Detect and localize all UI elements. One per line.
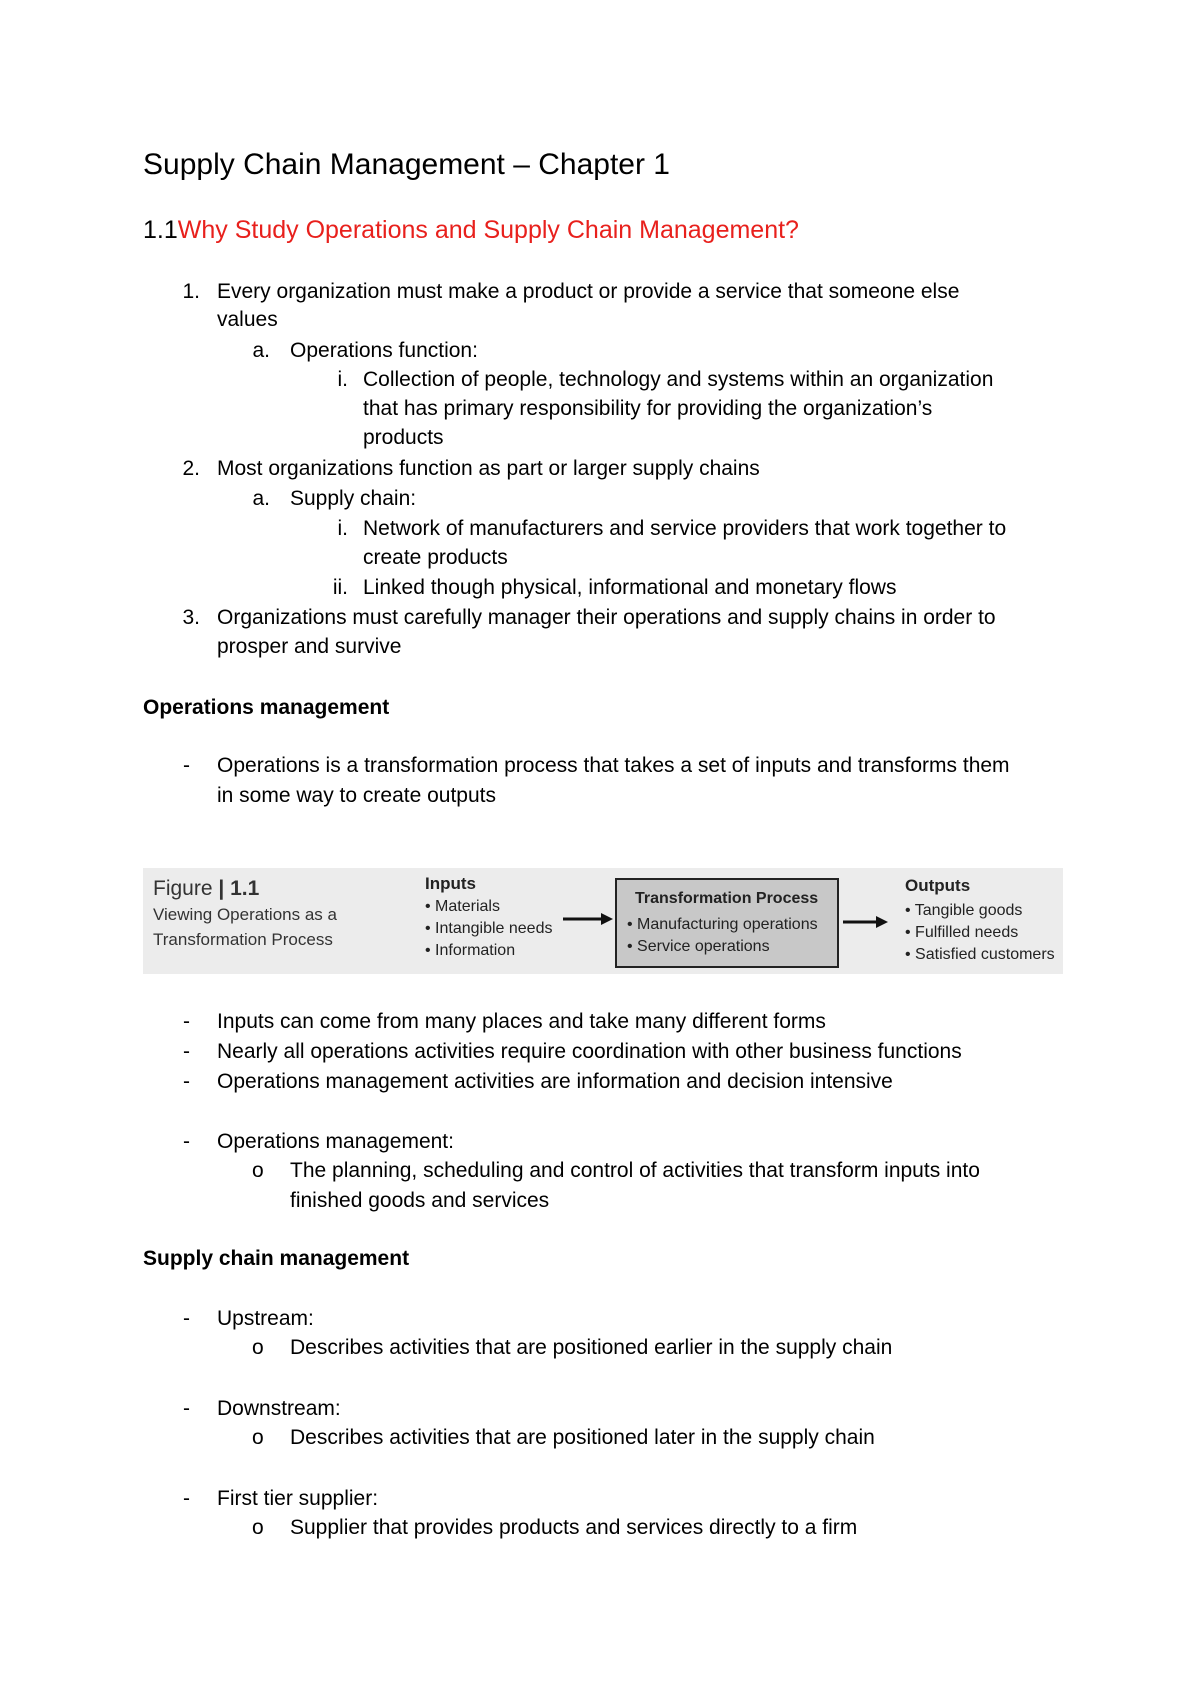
list-item-text: create products — [363, 546, 508, 569]
scm-definition: Describes activities that are positioned later in the supply chain — [290, 1426, 875, 1449]
o-bullet: o — [252, 1516, 264, 1539]
list-item-text: Every organization must make a product or provide a service that someone else — [217, 280, 960, 303]
list-marker: a. — [252, 339, 270, 362]
output-item: • Satisfied customers — [905, 946, 1055, 963]
dash-bullet: - — [183, 1130, 190, 1153]
ops-bullet-text: Inputs can come from many places and take many different forms — [217, 1010, 826, 1033]
scm-term: First tier supplier: — [217, 1487, 379, 1510]
list-marker: 2. — [182, 457, 200, 480]
dash-bullet: - — [183, 1397, 190, 1420]
list-item-text: Collection of people, technology and systems within an organization — [363, 368, 994, 391]
operations-management-heading: Operations management — [143, 696, 390, 719]
list-item-text: prosper and survive — [217, 635, 402, 658]
ops-intro-text: in some way to create outputs — [217, 784, 496, 807]
list-marker: i. — [337, 517, 348, 540]
list-item-text: Operations function: — [290, 339, 478, 362]
ops-intro-text: Operations is a transformation process that takes a set of inputs and transforms them — [217, 754, 1010, 777]
ops-definition-term: Operations management: — [217, 1130, 454, 1153]
dash-bullet: - — [183, 1070, 190, 1093]
process-item: • Manufacturing operations — [627, 916, 818, 933]
section-heading-text: Why Study Operations and Supply Chain Management? — [177, 216, 799, 244]
list-item-text: Organizations must carefully manager their operations and supply chains in order to — [217, 606, 996, 629]
output-item: • Fulfilled needs — [905, 924, 1019, 941]
dash-bullet: - — [183, 1487, 190, 1510]
figure-caption-line: Viewing Operations as a — [153, 905, 337, 924]
supply-chain-management-heading: Supply chain management — [143, 1247, 410, 1270]
o-bullet: o — [252, 1426, 264, 1449]
list-item-text: Supply chain: — [290, 487, 417, 510]
figure-caption-line: Transformation Process — [153, 930, 333, 949]
list-item-text: products — [363, 426, 444, 449]
list-marker: i. — [337, 368, 348, 391]
scm-term: Downstream: — [217, 1397, 341, 1420]
list-item-text: that has primary responsibility for providing the organization’s — [363, 397, 933, 420]
section-number: 1.1 — [143, 216, 178, 244]
figure-transformation-process — [143, 868, 1063, 974]
list-marker: 1. — [182, 280, 200, 303]
page-title: Supply Chain Management – Chapter 1 — [143, 148, 670, 181]
ops-definition-text: The planning, scheduling and control of activities that transform inputs into — [290, 1159, 980, 1182]
ops-bullet-text: Nearly all operations activities require coordination with other business functions — [217, 1040, 962, 1063]
figure-label-number: | 1.1 — [212, 877, 260, 900]
input-item: • Materials — [425, 898, 500, 915]
list-marker: a. — [252, 487, 270, 510]
dash-bullet: - — [183, 1307, 190, 1330]
list-item-text: values — [217, 308, 278, 331]
list-item-text: Most organizations function as part or larger supply chains — [217, 457, 760, 480]
output-item: • Tangible goods — [905, 902, 1023, 919]
scm-term: Upstream: — [217, 1307, 314, 1330]
dash-bullet: - — [183, 1010, 190, 1033]
scm-definition: Describes activities that are positioned earlier in the supply chain — [290, 1336, 893, 1359]
output-arrow-head — [876, 916, 888, 928]
list-marker: ii. — [332, 576, 348, 599]
figure-number: 1.1 — [230, 877, 260, 900]
section-heading — [143, 216, 799, 245]
input-item: • Intangible needs — [425, 920, 553, 937]
o-bullet: o — [252, 1159, 264, 1182]
transformation-process-box — [615, 878, 839, 968]
inputs-title: Inputs — [425, 874, 476, 893]
ops-definition-text: finished goods and services — [290, 1189, 550, 1212]
scm-definition: Supplier that provides products and services directly to a firm — [290, 1516, 858, 1539]
list-marker: 3. — [182, 606, 200, 629]
ops-bullet-text: Operations management activities are information and decision intensive — [217, 1070, 893, 1093]
process-title: Transformation Process — [635, 890, 819, 907]
input-item: • Information — [425, 942, 516, 959]
figure-label-prefix: Figure — [153, 877, 213, 900]
dash-bullet: - — [183, 1040, 190, 1063]
outputs-title: Outputs — [905, 876, 971, 895]
list-item-text: Network of manufacturers and service providers that work together to — [363, 517, 1007, 540]
dash-bullet: - — [183, 754, 190, 777]
list-item-text: Linked though physical, informational and monetary flows — [363, 576, 897, 599]
input-arrow-head — [601, 913, 613, 925]
process-item: • Service operations — [627, 938, 770, 955]
o-bullet: o — [252, 1336, 264, 1359]
